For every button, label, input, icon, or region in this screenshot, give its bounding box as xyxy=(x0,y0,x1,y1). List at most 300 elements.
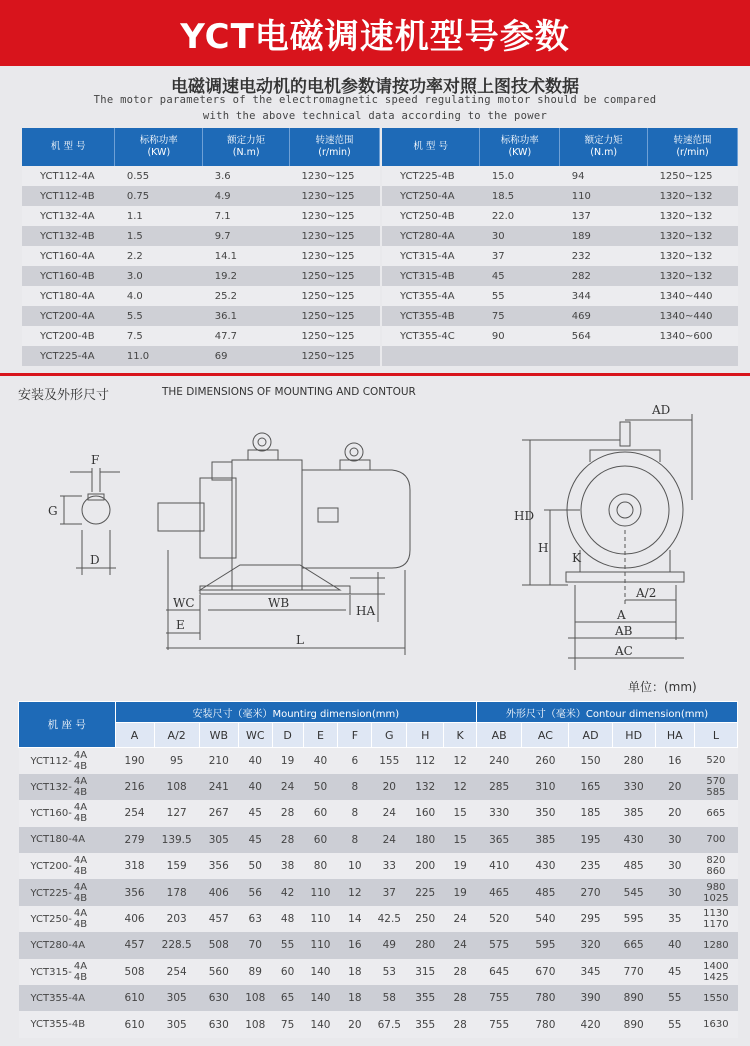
param-cell: YCT200-4B xyxy=(22,326,115,346)
intro-note-line2: with the above technical data according to the power xyxy=(202,110,548,122)
dim-cell: 24 xyxy=(272,774,303,800)
param-cell: 3.6 xyxy=(203,166,290,186)
dim-cell: 12 xyxy=(444,774,477,800)
dim-cell: 42 xyxy=(272,879,303,905)
param-cell: YCT250-4B xyxy=(382,206,480,226)
param-cell: YCT225-4A xyxy=(22,346,115,366)
label-HA: HA xyxy=(356,604,376,618)
dim-cell: 305 xyxy=(199,827,238,853)
dim-cell: 575 xyxy=(477,932,522,958)
param-cell: 1230~125 xyxy=(290,206,380,226)
param-cell: 15.0 xyxy=(480,166,560,186)
param-header-cell: 标称功率 (KW) xyxy=(480,128,560,166)
param-row xyxy=(22,226,380,246)
dim-cell: 30 xyxy=(655,879,694,905)
dim-cell: 457 xyxy=(199,906,238,932)
dim-cell: 140 xyxy=(303,959,338,985)
dim-L-value: 820 xyxy=(706,855,726,867)
dim-row xyxy=(19,959,738,985)
dim-cell: 355 xyxy=(407,1011,444,1037)
param-cell: 1250~125 xyxy=(290,326,380,346)
param-cell: YCT200-4A xyxy=(22,306,115,326)
label-HD: HD xyxy=(514,509,535,523)
param-cell: YCT225-4B xyxy=(382,166,480,186)
param-cell: 1320~132 xyxy=(648,186,738,206)
param-header-cell: 额定力矩 (N.m) xyxy=(560,128,648,166)
dim-cell: 75 xyxy=(272,1011,303,1037)
dim-model-suffix: 4A xyxy=(73,960,88,972)
param-cell: 11.0 xyxy=(115,346,203,366)
dim-row xyxy=(19,853,738,879)
dim-cell: 241 xyxy=(199,774,238,800)
param-row xyxy=(22,306,380,326)
param-cell: 19.2 xyxy=(203,266,290,286)
dim-cell: 15 xyxy=(444,827,477,853)
dim-column-header: A xyxy=(115,723,154,748)
dim-cell: 267 xyxy=(199,800,238,826)
dim-cell: 15 xyxy=(444,800,477,826)
dim-cell: 410 xyxy=(477,853,522,879)
dim-cell: 260 xyxy=(522,748,569,774)
dim-column-header: HA xyxy=(655,723,694,748)
param-cell: 1320~132 xyxy=(648,226,738,246)
param-cell: 1320~132 xyxy=(648,206,738,226)
param-cell: 7.5 xyxy=(115,326,203,346)
dim-cell: 139.5 xyxy=(154,827,199,853)
dim-cell: 89 xyxy=(238,959,272,985)
dim-model-suffix: 4A xyxy=(73,776,88,788)
dim-cell: 95 xyxy=(154,748,199,774)
dim-cell: 228.5 xyxy=(154,932,199,958)
unit-label: 单位：(mm) xyxy=(628,680,697,694)
dim-cell: 890 xyxy=(612,1011,655,1037)
dim-cell: 132 xyxy=(407,774,444,800)
dim-cell: 63 xyxy=(238,906,272,932)
dim-cell: 545 xyxy=(612,879,655,905)
param-cell: YCT315-4B xyxy=(382,266,480,286)
dim-model-name: YCT112- xyxy=(30,755,72,767)
intro-title: 电磁调速电动机的电机参数请按功率对照上图技术数据 xyxy=(171,77,579,97)
dim-cell: 48 xyxy=(272,906,303,932)
dim-L-value: 1130 xyxy=(703,908,729,920)
param-header-row xyxy=(22,128,380,166)
param-cell: 1340~600 xyxy=(648,326,738,346)
param-cell: YCT355-4C xyxy=(382,326,480,346)
param-row xyxy=(382,186,738,206)
param-cell: 14.1 xyxy=(203,246,290,266)
param-cell: 282 xyxy=(560,266,648,286)
mounting-drawing xyxy=(0,400,750,690)
param-cell: 232 xyxy=(560,246,648,266)
dim-cell: 465 xyxy=(477,879,522,905)
dim-model-suffix: 4B xyxy=(73,787,88,799)
dim-row xyxy=(19,985,738,1011)
dim-column-header: A/2 xyxy=(154,723,199,748)
dim-model-name: YCT355-4B xyxy=(30,1019,86,1031)
dim-cell: 356 xyxy=(115,879,154,905)
dimension-table xyxy=(18,701,738,1038)
dim-cell: 279 xyxy=(115,827,154,853)
dim-model-cell xyxy=(19,800,116,826)
dim-cell: 45 xyxy=(238,800,272,826)
dim-cell: 112 xyxy=(407,748,444,774)
param-cell: 25.2 xyxy=(203,286,290,306)
dim-cell: 508 xyxy=(199,932,238,958)
param-cell: YCT250-4A xyxy=(382,186,480,206)
param-cell: YCT160-4A xyxy=(22,246,115,266)
dim-cell: 24 xyxy=(444,932,477,958)
dim-model-suffix: 4B xyxy=(73,971,88,983)
dim-cell: 200 xyxy=(407,853,444,879)
dim-cell: 180 xyxy=(407,827,444,853)
param-cell: 22.0 xyxy=(480,206,560,226)
dim-cell: 385 xyxy=(612,800,655,826)
param-cell xyxy=(648,346,738,366)
param-cell: 1340~440 xyxy=(648,286,738,306)
label-G: G xyxy=(48,504,58,518)
param-header-cell: 标称功率 (KW) xyxy=(115,128,203,166)
dim-model-cell xyxy=(19,932,116,958)
dim-cell: 520 xyxy=(477,906,522,932)
dim-cell: 53 xyxy=(372,959,407,985)
dim-row xyxy=(19,1011,738,1037)
dim-cell-L xyxy=(694,748,737,774)
param-cell: YCT180-4A xyxy=(22,286,115,306)
dim-cell: 330 xyxy=(477,800,522,826)
terminal-box xyxy=(620,422,630,446)
dim-cell: 310 xyxy=(522,774,569,800)
param-cell: YCT355-4A xyxy=(382,286,480,306)
dim-cell: 755 xyxy=(477,1011,522,1037)
motor-front-outline xyxy=(567,452,683,568)
param-cell: YCT132-4B xyxy=(22,226,115,246)
label-AB: AB xyxy=(615,624,633,638)
contour-group-header: 外形尺寸（毫米）Contour dimension(mm) xyxy=(477,702,738,723)
dim-cell: 108 xyxy=(238,1011,272,1037)
banner-title: YCT电磁调速机型号参数 xyxy=(180,16,570,57)
param-cell: 110 xyxy=(560,186,648,206)
dim-cell-L xyxy=(694,985,737,1011)
param-row xyxy=(22,346,380,366)
param-header-cell: 机 型 号 xyxy=(382,128,480,166)
dim-L-value: 570 xyxy=(706,776,726,788)
dim-row xyxy=(19,827,738,853)
dim-cell: 19 xyxy=(444,879,477,905)
dim-model-name: YCT280-4A xyxy=(30,939,86,951)
dim-cell-L xyxy=(694,827,737,853)
dim-cell: 70 xyxy=(238,932,272,958)
param-cell: 1250~125 xyxy=(648,166,738,186)
param-cell: YCT160-4B xyxy=(22,266,115,286)
param-cell: 4.0 xyxy=(115,286,203,306)
param-cell: 1320~132 xyxy=(648,246,738,266)
dim-cell: 45 xyxy=(655,959,694,985)
param-row xyxy=(22,266,380,286)
dim-cell: 355 xyxy=(407,985,444,1011)
section-divider xyxy=(0,373,750,376)
dim-model-header: 机 座 号 xyxy=(19,702,116,748)
dim-cell: 330 xyxy=(612,774,655,800)
lifting-eye-2 xyxy=(345,443,363,461)
dim-cell: 16 xyxy=(338,932,372,958)
dim-cell: 20 xyxy=(655,774,694,800)
dim-cell: 20 xyxy=(655,800,694,826)
param-header-row xyxy=(382,128,738,166)
dim-cell: 305 xyxy=(154,1011,199,1037)
dim-cell: 770 xyxy=(612,959,655,985)
param-cell: 18.5 xyxy=(480,186,560,206)
dim-L-value: 980 xyxy=(706,881,726,893)
dim-cell: 40 xyxy=(303,748,338,774)
param-row xyxy=(22,186,380,206)
dim-L-value: 1630 xyxy=(703,1019,729,1031)
dim-model-name: YCT180-4A xyxy=(30,834,86,846)
param-cell: 69 xyxy=(203,346,290,366)
param-row xyxy=(382,306,738,326)
param-cell: 75 xyxy=(480,306,560,326)
dim-cell: 108 xyxy=(154,774,199,800)
dim-cell: 24 xyxy=(372,827,407,853)
param-cell: 94 xyxy=(560,166,648,186)
dim-column-header: G xyxy=(372,723,407,748)
dim-cell: 390 xyxy=(569,985,612,1011)
dim-L-value: 520 xyxy=(706,755,726,767)
dimensions-title-en: THE DIMENSIONS OF MOUNTING AND CONTOUR xyxy=(162,386,416,398)
dim-model-suffix: 4A xyxy=(73,802,88,814)
dim-cell: 65 xyxy=(272,985,303,1011)
dim-L-value: 1025 xyxy=(703,892,729,904)
label-WB: WB xyxy=(268,596,290,610)
param-cell: 5.5 xyxy=(115,306,203,326)
param-cell: 344 xyxy=(560,286,648,306)
param-cell xyxy=(480,346,560,366)
dim-cell: 80 xyxy=(303,853,338,879)
dim-cell: 365 xyxy=(477,827,522,853)
dim-cell: 110 xyxy=(303,906,338,932)
param-cell: 7.1 xyxy=(203,206,290,226)
dim-cell: 12 xyxy=(444,748,477,774)
label-H: H xyxy=(538,541,549,555)
dim-L-value: 585 xyxy=(706,787,726,799)
dim-cell: 305 xyxy=(154,985,199,1011)
dim-model-cell xyxy=(19,853,116,879)
param-cell: 55 xyxy=(480,286,560,306)
param-cell: 137 xyxy=(560,206,648,226)
dim-cell: 420 xyxy=(569,1011,612,1037)
dim-cell: 155 xyxy=(372,748,407,774)
dim-cell: 755 xyxy=(477,985,522,1011)
dim-cell: 159 xyxy=(154,853,199,879)
param-cell: 36.1 xyxy=(203,306,290,326)
param-cell: 1250~125 xyxy=(290,346,380,366)
param-cell: 1230~125 xyxy=(290,186,380,206)
dim-cell: 890 xyxy=(612,985,655,1011)
label-A2: A/2 xyxy=(636,586,657,600)
dim-column-header: L xyxy=(694,723,737,748)
param-row xyxy=(22,326,380,346)
param-cell: 1.1 xyxy=(115,206,203,226)
dim-cell: 55 xyxy=(272,932,303,958)
dim-cell: 225 xyxy=(407,879,444,905)
param-table-right xyxy=(382,128,738,366)
dim-column-header-row xyxy=(19,723,738,748)
param-header-cell: 转速范围 (r/min) xyxy=(648,128,738,166)
dim-cell: 37 xyxy=(372,879,407,905)
dim-cell: 780 xyxy=(522,1011,569,1037)
param-cell: 47.7 xyxy=(203,326,290,346)
dim-L-value: 665 xyxy=(706,807,726,819)
param-row xyxy=(22,286,380,306)
param-header-cell: 转速范围 (r/min) xyxy=(290,128,380,166)
dim-cell: 295 xyxy=(569,906,612,932)
dim-column-header: F xyxy=(338,723,372,748)
dim-cell: 185 xyxy=(569,800,612,826)
dim-cell: 610 xyxy=(115,985,154,1011)
dim-cell: 254 xyxy=(115,800,154,826)
dim-cell: 540 xyxy=(522,906,569,932)
dim-cell: 345 xyxy=(569,959,612,985)
dim-cell: 24 xyxy=(372,800,407,826)
dim-cell: 24 xyxy=(444,906,477,932)
dim-cell-L xyxy=(694,879,737,905)
dim-cell: 270 xyxy=(569,879,612,905)
dim-cell: 140 xyxy=(303,985,338,1011)
dim-cell: 406 xyxy=(115,906,154,932)
dim-cell: 38 xyxy=(272,853,303,879)
dim-cell-L xyxy=(694,959,737,985)
param-cell: YCT112-4A xyxy=(22,166,115,186)
dim-cell-L xyxy=(694,853,737,879)
dim-cell: 35 xyxy=(655,906,694,932)
dim-cell: 630 xyxy=(199,985,238,1011)
param-cell: 9.7 xyxy=(203,226,290,246)
dim-cell: 254 xyxy=(154,959,199,985)
shaft xyxy=(158,503,204,531)
dim-cell: 430 xyxy=(612,827,655,853)
dim-model-name: YCT160- xyxy=(30,808,72,820)
dim-cell: 485 xyxy=(612,853,655,879)
dim-cell: 195 xyxy=(569,827,612,853)
dim-cell: 140 xyxy=(303,1011,338,1037)
dim-column-header: WC xyxy=(238,723,272,748)
dim-cell: 55 xyxy=(655,1011,694,1037)
dim-cell-L xyxy=(694,906,737,932)
dim-model-name: YCT200- xyxy=(30,861,72,873)
dim-cell: 18 xyxy=(338,985,372,1011)
dim-column-header: K xyxy=(444,723,477,748)
dim-cell: 240 xyxy=(477,748,522,774)
dim-column-header: AD xyxy=(569,723,612,748)
dim-model-name: YCT315- xyxy=(30,966,72,978)
dim-cell: 42.5 xyxy=(372,906,407,932)
dim-model-name: YCT355-4A xyxy=(30,992,86,1004)
dim-cell: 670 xyxy=(522,959,569,985)
dim-cell: 60 xyxy=(303,827,338,853)
mount-group-header: 安装尺寸（毫米）Mountirg dimension(mm) xyxy=(115,702,477,723)
param-cell: 469 xyxy=(560,306,648,326)
dim-cell: 315 xyxy=(407,959,444,985)
param-cell: 564 xyxy=(560,326,648,346)
label-L: L xyxy=(296,633,304,647)
dim-model-suffix: 4A xyxy=(73,749,88,761)
dim-cell: 19 xyxy=(272,748,303,774)
dim-cell: 216 xyxy=(115,774,154,800)
param-row xyxy=(382,166,738,186)
dim-row xyxy=(19,800,738,826)
dim-cell: 60 xyxy=(303,800,338,826)
dim-cell: 28 xyxy=(272,800,303,826)
dim-cell: 12 xyxy=(338,879,372,905)
param-row xyxy=(22,206,380,226)
param-table-left xyxy=(22,128,380,366)
dim-cell: 28 xyxy=(272,827,303,853)
dim-cell: 14 xyxy=(338,906,372,932)
dim-cell: 55 xyxy=(655,985,694,1011)
dim-cell: 203 xyxy=(154,906,199,932)
dim-cell-L xyxy=(694,1011,737,1037)
param-cell: 1250~125 xyxy=(290,306,380,326)
dim-model-name: YCT250- xyxy=(30,914,72,926)
dim-cell: 40 xyxy=(238,774,272,800)
dim-cell: 28 xyxy=(444,985,477,1011)
dim-cell: 508 xyxy=(115,959,154,985)
dim-cell: 285 xyxy=(477,774,522,800)
dim-model-suffix: 4B xyxy=(73,866,88,878)
param-cell: 2.2 xyxy=(115,246,203,266)
param-row xyxy=(22,246,380,266)
dim-L-value: 860 xyxy=(706,866,726,878)
dim-cell: 190 xyxy=(115,748,154,774)
param-row xyxy=(382,206,738,226)
dim-model-suffix: 4A xyxy=(73,855,88,867)
dim-cell: 40 xyxy=(238,748,272,774)
dim-cell: 610 xyxy=(115,1011,154,1037)
motor-body-rear xyxy=(232,460,302,590)
param-cell: YCT132-4A xyxy=(22,206,115,226)
dim-cell: 20 xyxy=(372,774,407,800)
param-cell: YCT315-4A xyxy=(382,246,480,266)
param-cell: 90 xyxy=(480,326,560,346)
dim-cell: 430 xyxy=(522,853,569,879)
param-cell: 189 xyxy=(560,226,648,246)
dim-L-value: 700 xyxy=(706,834,726,846)
dim-model-cell xyxy=(19,879,116,905)
dim-cell: 50 xyxy=(238,853,272,879)
dim-model-cell xyxy=(19,774,116,800)
dim-model-cell xyxy=(19,985,116,1011)
param-cell: YCT355-4B xyxy=(382,306,480,326)
dim-cell: 385 xyxy=(522,827,569,853)
label-A: A xyxy=(617,608,626,622)
dim-cell: 780 xyxy=(522,985,569,1011)
intro-note-line1: The motor parameters of the electromagnetic speed regulating motor should be compared xyxy=(93,94,657,106)
param-cell: 37 xyxy=(480,246,560,266)
dim-L-value: 1400 xyxy=(703,960,729,972)
dim-cell: 406 xyxy=(199,879,238,905)
dim-cell: 165 xyxy=(569,774,612,800)
dim-cell: 8 xyxy=(338,800,372,826)
dim-column-header: E xyxy=(303,723,338,748)
param-header-cell: 机 型 号 xyxy=(22,128,115,166)
dim-column-header: AC xyxy=(522,723,569,748)
dim-L-value: 1280 xyxy=(703,939,729,951)
param-row xyxy=(382,346,738,366)
dim-cell: 595 xyxy=(612,906,655,932)
dim-column-header: AB xyxy=(477,723,522,748)
dim-cell: 595 xyxy=(522,932,569,958)
dim-model-name: YCT132- xyxy=(30,782,72,794)
dim-cell: 67.5 xyxy=(372,1011,407,1037)
